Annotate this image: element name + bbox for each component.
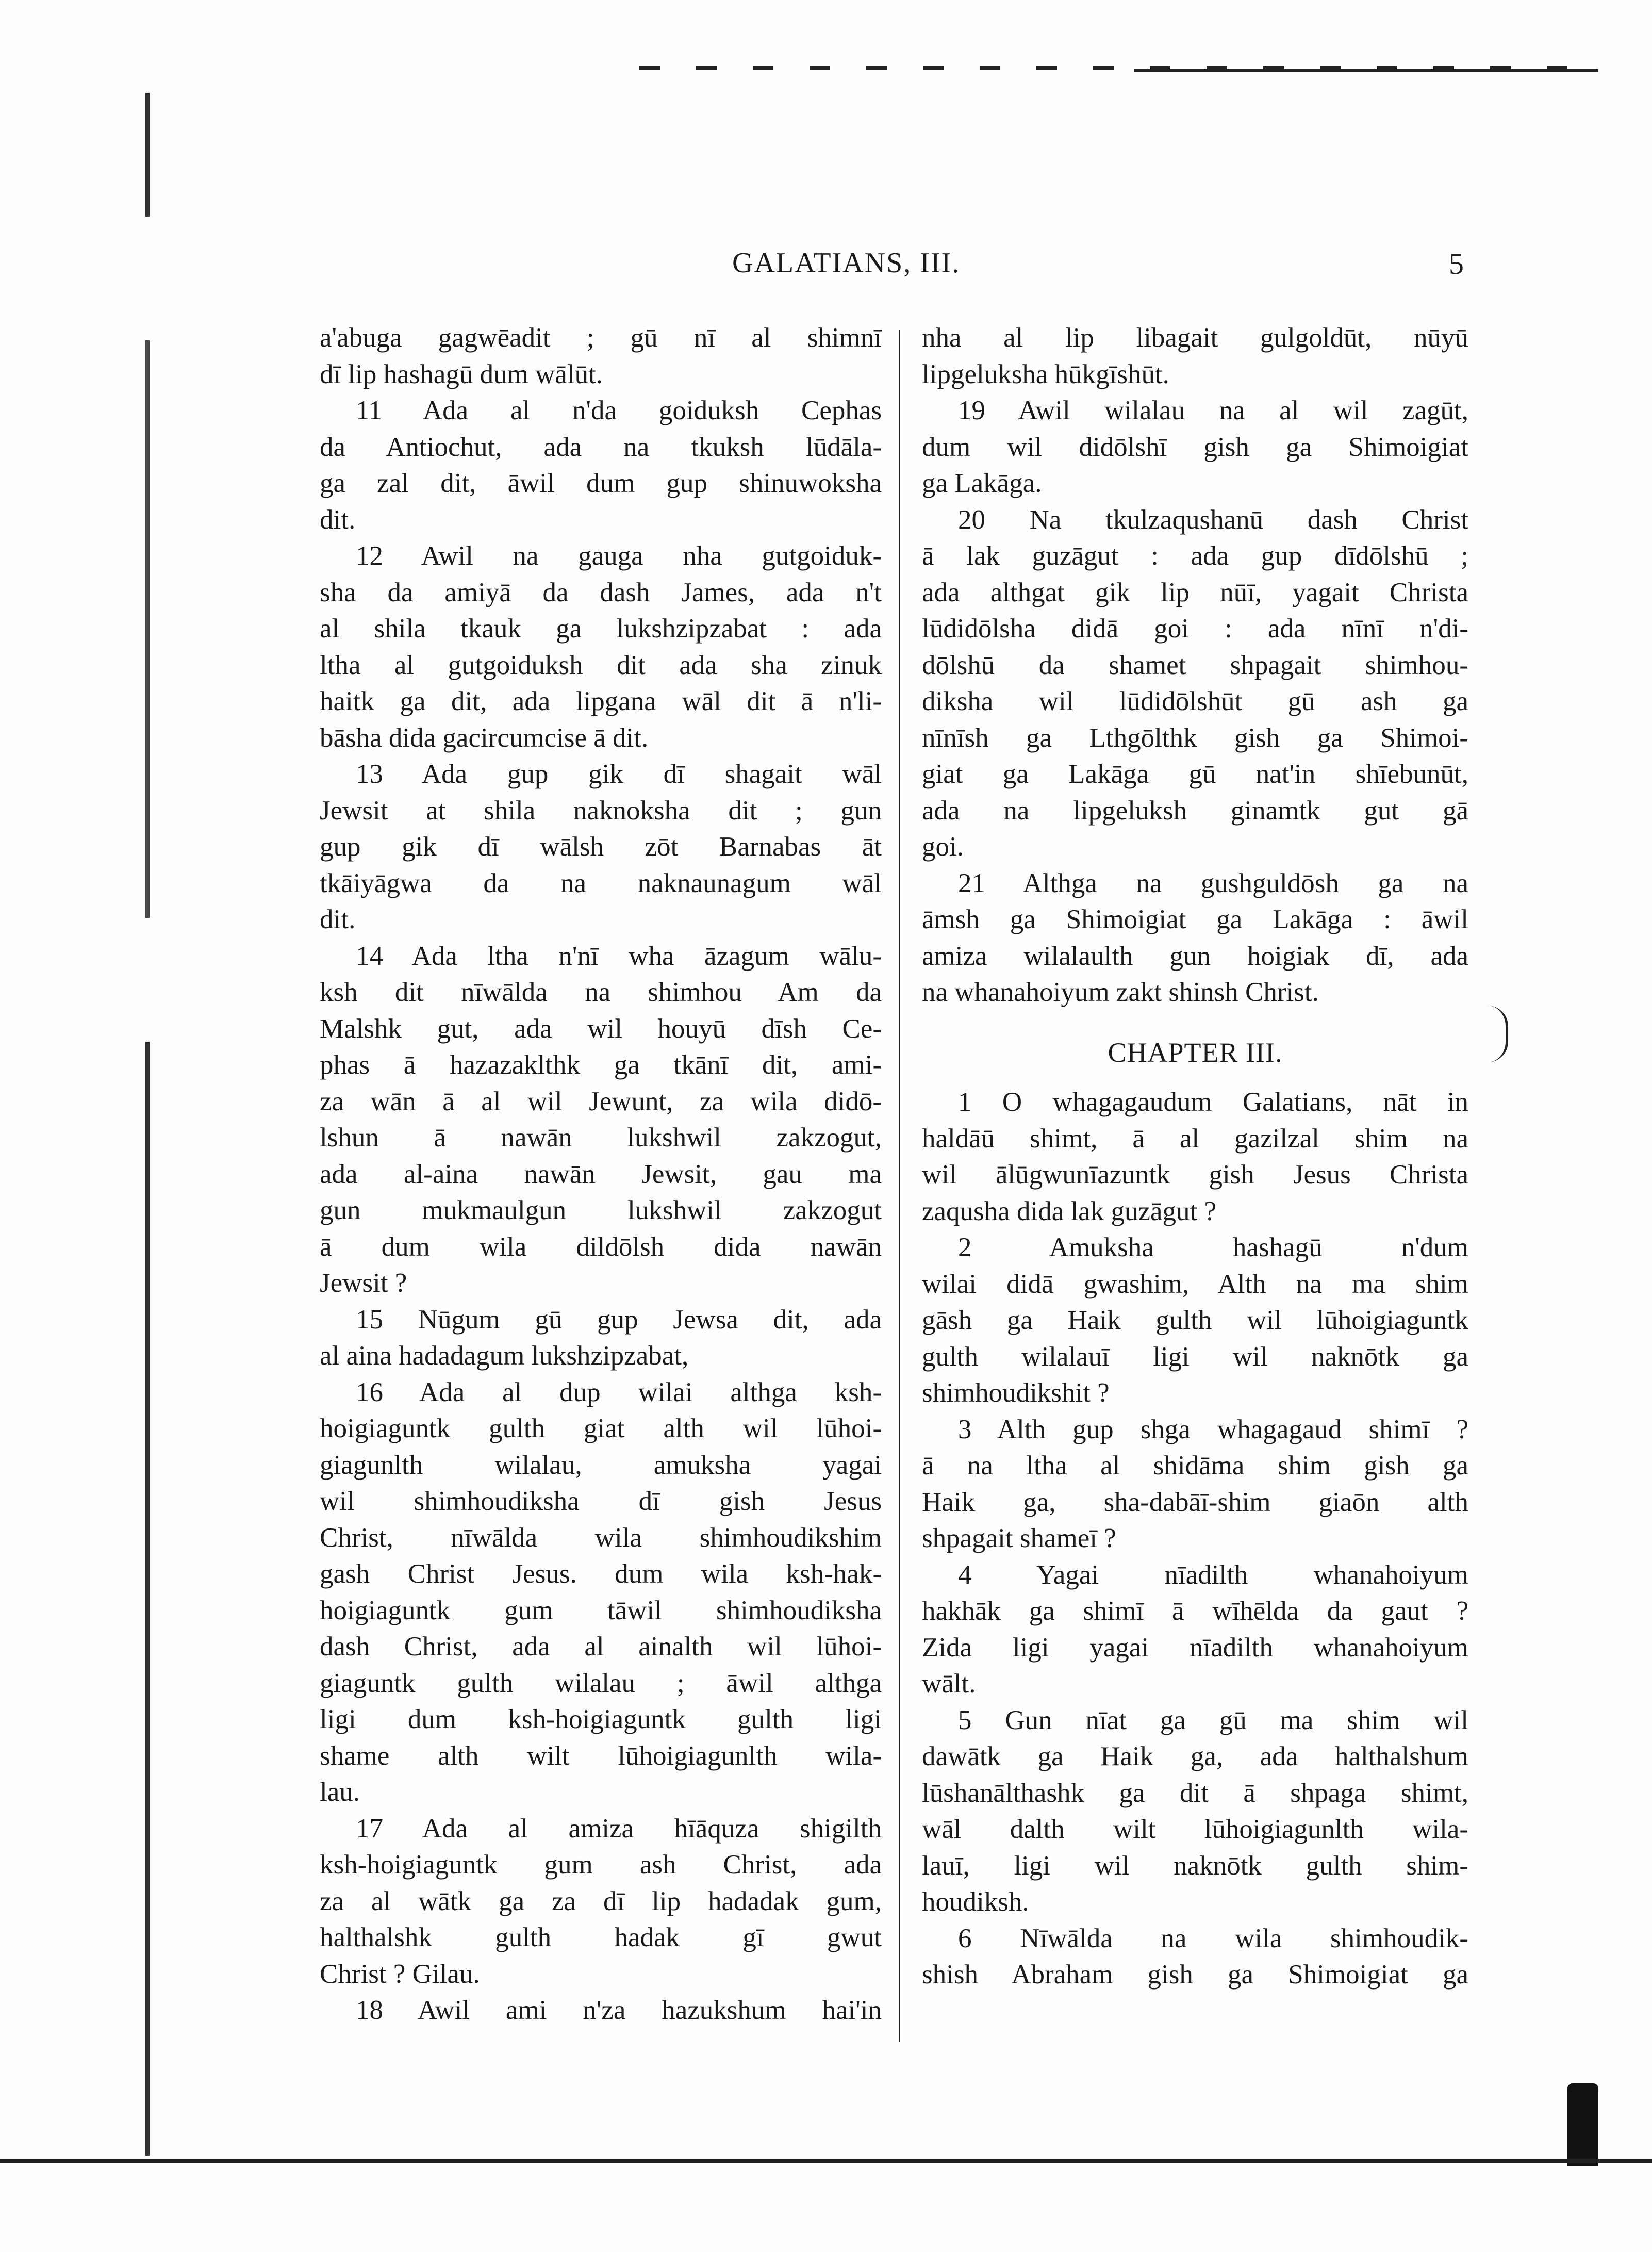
- text-line: lau.: [320, 1777, 360, 1807]
- text-line: haldāū shimt, ā al gazilzal shim na: [922, 1123, 1468, 1154]
- text-line: 20 Na tkulzaqushanū dash Christ: [958, 504, 1468, 535]
- text-line: gup gik dī wālsh zōt Barnabas āt: [320, 832, 882, 862]
- text-line: wil shimhoudiksha dī gish Jesus: [320, 1486, 882, 1516]
- chapter-heading: CHAPTER III.: [1108, 1037, 1283, 1068]
- text-line: hoigiaguntk gum tāwil shimhoudiksha: [320, 1595, 882, 1625]
- text-line: dash Christ, ada al ainalth wil lūhoi-: [320, 1632, 882, 1662]
- text-line: Christ, nīwālda wila shimhoudikshim: [320, 1522, 882, 1553]
- text-line: halthalshk gulth hadak gī gwut: [320, 1922, 882, 1952]
- text-line: houdiksh.: [922, 1887, 1029, 1917]
- text-line: za wān ā al wil Jewunt, za wila didō-: [320, 1086, 882, 1116]
- text-line: a'abuga gagwēadit ; gū nī al shimnī: [320, 323, 882, 353]
- text-line: ada althgat gik lip nūī, yagait Christa: [922, 577, 1468, 607]
- text-line: Christ ? Gilau.: [320, 1959, 480, 1989]
- text-line: ā lak guzāgut : ada gup dīdōlshū ;: [922, 541, 1468, 571]
- text-line: 11 Ada al n'da goiduksh Cephas: [356, 396, 882, 425]
- text-line: dōlshū da shamet shpagait shimhou-: [922, 650, 1468, 680]
- text-line: amiza wilalaulth gun hoigiak dī, ada: [922, 941, 1468, 971]
- text-line: al shila tkauk ga lukshzipzabat : ada: [320, 614, 882, 644]
- text-line: gash Christ Jesus. dum wila ksh-hak-: [320, 1559, 882, 1589]
- text-line: Haik ga, sha-dabāī-shim giaōn alth: [922, 1487, 1468, 1517]
- text-line: ga Lakāga.: [922, 468, 1042, 498]
- text-line: 2 Amuksha hashagū n'dum: [958, 1232, 1468, 1262]
- text-line: phas ā hazazaklthk ga tkānī dit, ami-: [320, 1050, 882, 1080]
- page-number: 5: [1449, 247, 1464, 281]
- text-line: wālt.: [922, 1669, 976, 1699]
- text-line: sha da amiyā da dash James, ada n't: [320, 577, 882, 607]
- right-column-after-heading: [922, 1084, 1468, 1993]
- text-line: 6 Nīwālda na wila shimhoudik-: [958, 1923, 1468, 1953]
- text-line: ltha al gutgoiduksh dit ada sha zinuk: [320, 650, 882, 680]
- text-line: 3 Alth gup shga whagagaud shimī ?: [958, 1414, 1468, 1444]
- text-line: shimhoudikshit ?: [922, 1378, 1110, 1408]
- text-line: ksh-hoigiaguntk gum ash Christ, ada: [320, 1850, 882, 1880]
- text-line: wāl dalth wilt lūhoigiagunlth wila-: [922, 1814, 1468, 1844]
- text-line: lipgeluksha hūkgīshūt.: [922, 359, 1169, 389]
- text-line: Jewsit ?: [320, 1268, 407, 1298]
- text-line: nha al lip libagait gulgoldūt, nūyū: [922, 323, 1468, 353]
- text-line: hoigiaguntk gulth giat alth wil lūhoi-: [320, 1413, 882, 1443]
- text-line: āmsh ga Shimoigiat ga Lakāga : āwil: [922, 905, 1468, 934]
- right-column-before-heading: [922, 320, 1468, 1011]
- text-line: ksh dit nīwālda na shimhou Am da: [320, 977, 882, 1007]
- text-line: dī lip hashagū dum wālūt.: [320, 359, 603, 389]
- text-line: Jewsit at shila naknoksha dit ; gun: [320, 795, 882, 826]
- text-line: 19 Awil wilalau na al wil zagūt,: [958, 396, 1468, 425]
- text-line: 4 Yagai nīadilth whanahoiyum: [958, 1559, 1468, 1590]
- text-line: tkāiyāgwa da na naknaunagum wāl: [320, 868, 882, 898]
- text-line: 18 Awil ami n'za hazukshum hai'in: [356, 1995, 882, 2025]
- text-line: za al wātk ga za dī lip hadadak gum,: [320, 1886, 882, 1916]
- text-line: ligi dum ksh-hoigiaguntk gulth ligi: [320, 1704, 882, 1734]
- text-line: dawātk ga Haik ga, ada halthalshum: [922, 1741, 1468, 1771]
- text-line: Malshk gut, ada wil houyū dīsh Ce-: [320, 1013, 882, 1044]
- text-line: dit.: [320, 905, 356, 934]
- text-line: giaguntk gulth wilalau ; āwil althga: [320, 1668, 882, 1698]
- text-line: lauī, ligi wil naknōtk gulth shim-: [922, 1850, 1468, 1881]
- text-line: ada al-aina nawān Jewsit, gau ma: [320, 1159, 882, 1189]
- text-line: gulth wilalauī ligi wil naknōtk ga: [922, 1341, 1468, 1372]
- margin-bracket-mark: [1485, 1006, 1508, 1062]
- text-line: shame alth wilt lūhoigiagunlth wila-: [320, 1740, 882, 1771]
- text-line: nīnīsh ga Lthgōlthk gish ga Shimoi-: [922, 722, 1468, 753]
- column-divider: [899, 330, 900, 2042]
- text-line: ga zal dit, āwil dum gup shinuwoksha: [320, 468, 882, 498]
- text-line: shpagait shameī ?: [922, 1523, 1116, 1553]
- top-rule-solid: [1134, 69, 1598, 72]
- text-line: 14 Ada ltha n'nī wha āzagum wālu-: [356, 941, 882, 971]
- right-column: [922, 320, 1468, 1993]
- text-line: al aina hadadagum lukshzipzabat,: [320, 1341, 689, 1371]
- text-line: goi.: [922, 832, 964, 862]
- text-line: gāsh ga Haik gulth wil lūhoigiaguntk: [922, 1305, 1468, 1335]
- text-line: giagunlth wilalau, amuksha yagai: [320, 1450, 882, 1480]
- text-line: 21 Althga na gushguldōsh ga na: [958, 868, 1468, 898]
- text-line: 15 Nūgum gū gup Jewsa dit, ada: [356, 1304, 882, 1335]
- text-line: 12 Awil na gauga nha gutgoiduk-: [356, 541, 882, 571]
- text-line: dit.: [320, 504, 356, 535]
- left-column: [320, 320, 882, 2029]
- text-line: zaqusha dida lak guzāgut ?: [922, 1196, 1216, 1226]
- text-line: ada na lipgeluksh ginamtk gut gā: [922, 795, 1468, 826]
- running-head: GALATIANS, III.: [732, 247, 961, 279]
- text-line: Zida ligi yagai nīadilth whanahoiyum: [922, 1632, 1468, 1663]
- text-line: dum wil didōlshī gish ga Shimoigiat: [922, 432, 1468, 462]
- text-line: wilai didā gwashim, Alth na ma shim: [922, 1269, 1468, 1299]
- text-line: 5 Gun nīat ga gū ma shim wil: [958, 1705, 1468, 1735]
- text-line: ā na ltha al shidāma shim gish ga: [922, 1451, 1468, 1481]
- text-line: hakhāk ga shimī ā wīhēlda da gaut ?: [922, 1596, 1468, 1626]
- text-line: 16 Ada al dup wilai althga ksh-: [356, 1377, 882, 1407]
- text-line: haitk ga dit, ada lipgana wāl dit ā n'li-: [320, 686, 882, 716]
- text-line: 13 Ada gup gik dī shagait wāl: [356, 759, 882, 789]
- text-line: wil ālūgwunīazuntk gish Jesus Christa: [922, 1160, 1468, 1190]
- text-line: diksha wil lūdidōlshūt gū ash ga: [922, 686, 1468, 716]
- text-line: ā dum wila dildōlsh dida nawān: [320, 1231, 882, 1262]
- binding-edge: [145, 93, 150, 2156]
- text-line: da Antiochut, ada na tkuksh lūdāla-: [320, 432, 882, 462]
- bottom-edge: [0, 2153, 1652, 2172]
- text-line: gun mukmaulgun lukshwil zakzogut: [320, 1195, 882, 1225]
- text-line: na whanahoiyum zakt shinsh Christ.: [922, 977, 1319, 1007]
- text-line: 17 Ada al amiza hīāquza shigilth: [356, 1813, 882, 1844]
- text-line: shish Abraham gish ga Shimoigiat ga: [922, 1960, 1468, 1990]
- text-line: giat ga Lakāga gū nat'in shīebunūt,: [922, 759, 1468, 789]
- text-line: bāsha dida gacircumcise ā dit.: [320, 722, 649, 753]
- text-line: 1 O whagagaudum Galatians, nāt in: [958, 1087, 1468, 1117]
- text-line: lshun ā nawān lukshwil zakzogut,: [320, 1123, 882, 1153]
- text-line: lūdidōlsha didā goi : ada nīnī n'di-: [922, 614, 1468, 644]
- text-line: lūshanālthashk ga dit ā shpaga shimt,: [922, 1778, 1468, 1808]
